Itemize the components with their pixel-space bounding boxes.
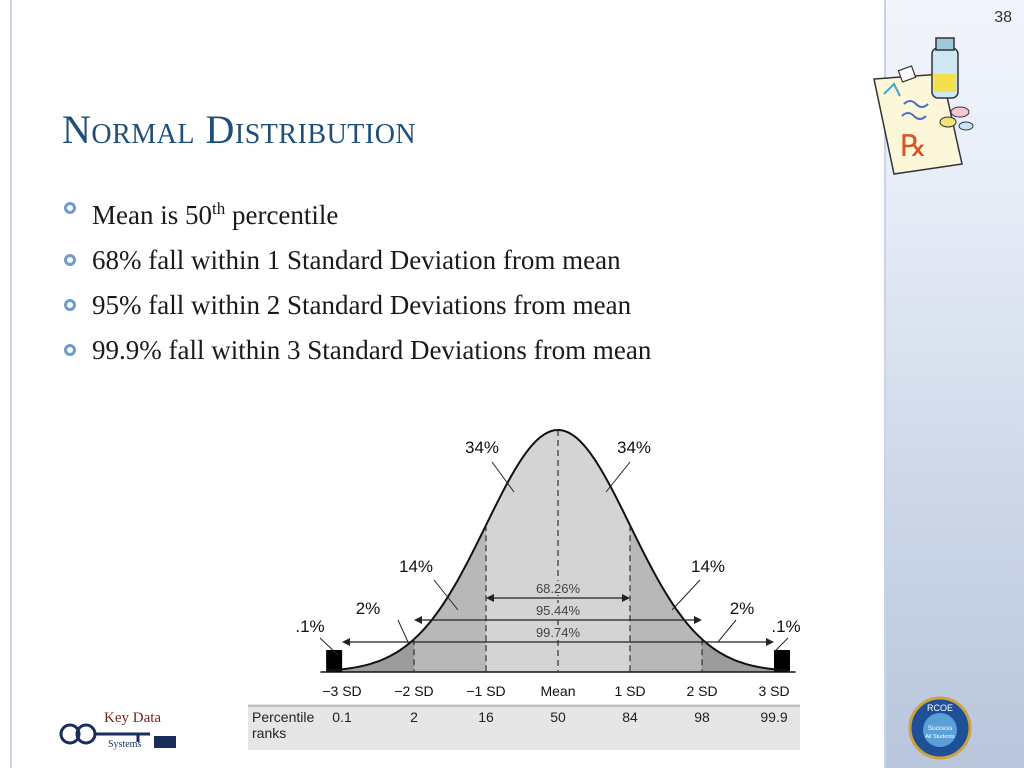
svg-text:℞: ℞ <box>900 130 927 163</box>
span-arrow-left <box>342 638 350 646</box>
region-percent-label: 2% <box>355 599 381 618</box>
region-percent-label: 34% <box>464 438 500 457</box>
leader-line <box>606 462 630 492</box>
bullet-dot-icon <box>64 344 76 356</box>
percentile-table-bg <box>248 704 800 750</box>
percentile-value: 0.1 <box>332 709 352 725</box>
tick-label: Mean <box>540 683 576 699</box>
percentile-label-2: ranks <box>252 725 287 741</box>
bullet-list <box>64 186 651 373</box>
tick-label: 3 SD <box>758 683 790 699</box>
leader-line <box>718 620 736 642</box>
leader-line <box>672 580 700 610</box>
percentile-value: 50 <box>550 709 566 725</box>
percentile-label: Percentile <box>252 709 315 725</box>
tick-label: −1 SD <box>466 683 506 699</box>
rcoe-seal <box>908 696 972 760</box>
leader-line <box>774 638 788 652</box>
region-percent-label: 14% <box>690 557 726 576</box>
tick-label: 2 SD <box>686 683 718 699</box>
region-percent-label: 2% <box>729 599 755 618</box>
percentile-value: 2 <box>410 709 418 725</box>
left-margin-rule <box>10 0 12 768</box>
prescription-clipart-icon <box>864 34 988 182</box>
key-data-logo <box>58 704 188 756</box>
bullet-item: 68% fall within 1 Standard Deviation from mean <box>64 238 651 283</box>
percentile-value: 99.9 <box>760 709 788 725</box>
bullet-dot-icon <box>64 202 76 214</box>
tick-label: −3 SD <box>322 683 362 699</box>
percentile-value: 16 <box>478 709 494 725</box>
span-label: 68.26% <box>535 581 581 596</box>
bullet-dot-icon <box>64 299 76 311</box>
span-label: 99.74% <box>535 625 581 640</box>
percentile-value: 98 <box>694 709 710 725</box>
slide-title: Normal Distribution <box>62 107 417 152</box>
svg-text:All Students: All Students <box>925 734 955 740</box>
logo-line1: Key Data <box>104 710 162 726</box>
bullet-item: 95% fall within 2 Standard Deviations from mean <box>64 283 651 328</box>
span-arrow-right <box>766 638 774 646</box>
bullet-item: 99.9% fall within 3 Standard Deviations from mean <box>64 328 651 373</box>
span-label: 95.44% <box>535 603 581 618</box>
span-arrow-right <box>694 616 702 624</box>
logo-line2: Systems <box>108 739 142 750</box>
svg-text:RCOE: RCOE <box>926 703 954 713</box>
svg-text:Success: Success <box>927 725 953 732</box>
span-arrow-left <box>414 616 422 624</box>
slide-number: 38 <box>994 9 1012 26</box>
region-percent-label: .1% <box>771 617 801 636</box>
normal-distribution-chart <box>248 420 808 760</box>
tick-label: 1 SD <box>614 683 646 699</box>
region-percent-label: .1% <box>295 617 325 636</box>
region-percent-label: 14% <box>398 557 434 576</box>
leader-line <box>398 620 408 642</box>
bullet-item: Mean is 50th percentile <box>64 186 651 238</box>
percentile-value: 84 <box>622 709 638 725</box>
tick-label: −2 SD <box>394 683 434 699</box>
bullet-dot-icon <box>64 254 76 266</box>
region-percent-label: 34% <box>616 438 652 457</box>
